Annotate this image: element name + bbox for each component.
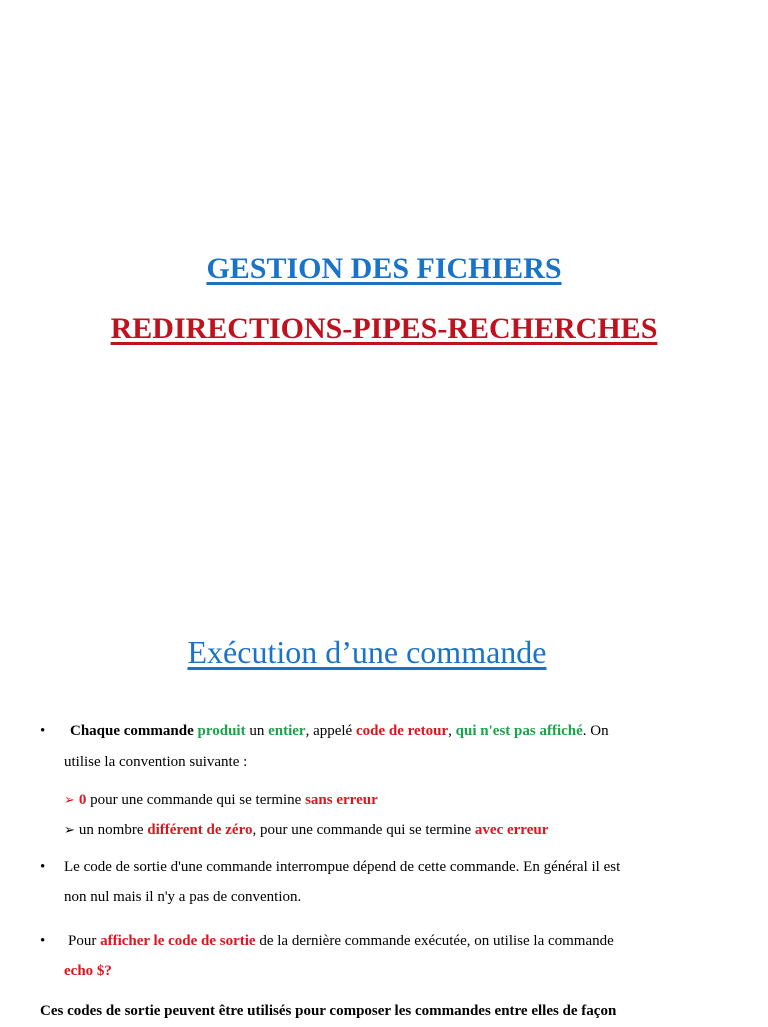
bullet-marker: •: [40, 723, 46, 739]
main-title: GESTION DES FICHIERS: [206, 252, 562, 285]
bullet-3-line-1: [64, 926, 702, 957]
text-derniere-commande: de la dernière commande exécutée, on utilise la commande: [259, 933, 614, 949]
footer-text: Ces codes de sortie peuvent être utilisés pour composer les commandes entre elles de façon: [40, 1003, 617, 1019]
sub-title: REDIRECTIONS-PIPES-RECHERCHES: [110, 312, 658, 345]
text-entier: entier: [268, 723, 306, 739]
bullet-1-line-2: utilise la convention suivante :: [64, 754, 248, 770]
text-non-affiche: qui n'est pas affiché: [455, 723, 583, 739]
text-produit: produit: [197, 723, 246, 739]
text-appele: , appelé: [305, 723, 353, 739]
text-comma: ,: [448, 723, 452, 739]
bullet-2-line-1: Le code de sortie d'une commande interrompue dépend de cette commande. En général il est: [64, 859, 621, 875]
sub-item-zero: [64, 784, 378, 816]
arrow-icon: ➢: [64, 822, 75, 837]
text-on: . On: [582, 723, 609, 739]
text-sans-erreur: sans erreur: [305, 792, 378, 808]
section-title: Exécution d’une commande: [187, 634, 547, 670]
text-un-nombre: un nombre: [78, 822, 144, 838]
text-pour-commande: pour une commande qui se termine: [90, 792, 302, 808]
text-pour-commande-2: , pour une commande qui se termine: [252, 822, 472, 838]
bullet-marker: •: [40, 859, 46, 875]
text-un: un: [249, 723, 265, 739]
text-afficher-code: afficher le code de sortie: [100, 933, 256, 949]
bullet-1-line-1: [64, 716, 702, 747]
text-zero: 0: [78, 792, 87, 808]
bullet-3-line-2: [64, 956, 702, 987]
text-echo: echo $?: [64, 963, 112, 979]
text-avec-erreur: avec erreur: [474, 822, 549, 838]
text-pour: Pour: [68, 933, 97, 949]
bullet-2-line-2: non nul mais il n'y a pas de convention.: [64, 889, 302, 905]
text-different-de-zero: différent de zéro: [147, 822, 253, 838]
text-chaque-commande: Chaque commande: [70, 723, 194, 739]
arrow-icon: ➢: [64, 792, 75, 807]
bullet-marker: •: [40, 933, 46, 949]
text-code-de-retour: code de retour: [355, 723, 449, 739]
sub-item-nonzero: [64, 814, 548, 846]
